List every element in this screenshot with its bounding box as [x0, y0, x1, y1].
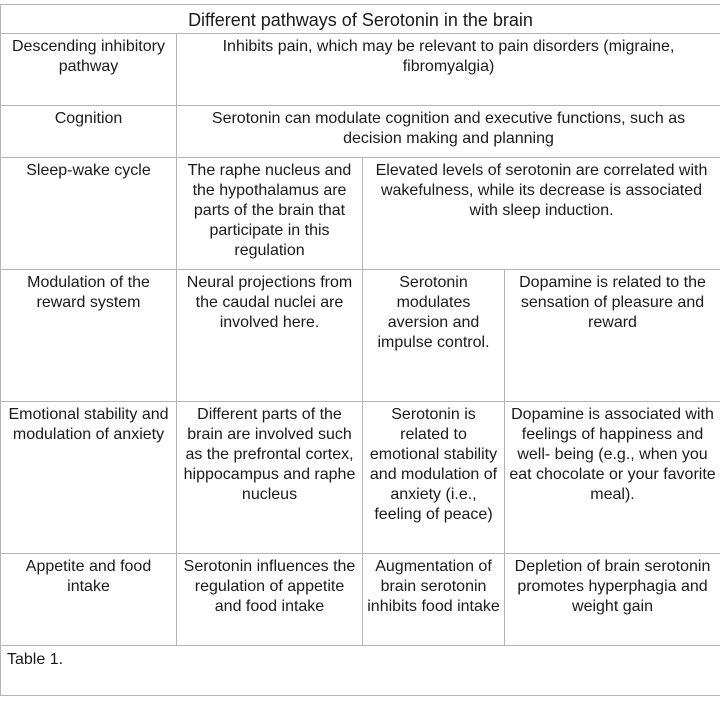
table-row [1, 158, 720, 270]
table-cell: Dopamine is associated with feelings of happiness and well- being (e.g., when you eat chocolate or your favorite meal). [505, 402, 720, 554]
table-cell: Depletion of brain serotonin promotes hyperphagia and weight gain [505, 554, 720, 646]
title-row [1, 5, 720, 34]
table-title: Different pathways of Serotonin in the brain [1, 5, 720, 34]
row-label: Sleep-wake cycle [1, 158, 177, 270]
table-cell: Different parts of the brain are involved such as the prefrontal cortex, hippocampus and raphe nucleus [177, 402, 363, 554]
table-cell: Serotonin can modulate cognition and executive functions, such as decision making and planning [177, 106, 720, 158]
table-cell: Serotonin modulates aversion and impulse control. [363, 270, 505, 402]
table-cell: Serotonin influences the regulation of appetite and food intake [177, 554, 363, 646]
table-row [1, 402, 720, 554]
row-label: Emotional stability and modulation of anxiety [1, 402, 177, 554]
table-caption: Table 1. [1, 646, 720, 696]
table-cell: The raphe nucleus and the hypothalamus are parts of the brain that participate in this regulation [177, 158, 363, 270]
table-cell: Augmentation of brain serotonin inhibits food intake [363, 554, 505, 646]
table-row [1, 34, 720, 106]
table-row [1, 270, 720, 402]
table-cell: Inhibits pain, which may be relevant to pain disorders (migraine, fibromyalgia) [177, 34, 720, 106]
table-row [1, 106, 720, 158]
table-cell: Neural projections from the caudal nuclei are involved here. [177, 270, 363, 402]
table-cell: Elevated levels of serotonin are correlated with wakefulness, while its decrease is associated with sleep induction. [363, 158, 720, 270]
serotonin-pathways-table [0, 4, 720, 696]
table-cell: Serotonin is related to emotional stability and modulation of anxiety (i.e., feeling of peace) [363, 402, 505, 554]
row-label: Modulation of the reward system [1, 270, 177, 402]
row-label: Cognition [1, 106, 177, 158]
table-row [1, 554, 720, 646]
table-cell: Dopamine is related to the sensation of pleasure and reward [505, 270, 720, 402]
row-label: Appetite and food intake [1, 554, 177, 646]
caption-row [1, 646, 720, 696]
row-label: Descending inhibitory pathway [1, 34, 177, 106]
